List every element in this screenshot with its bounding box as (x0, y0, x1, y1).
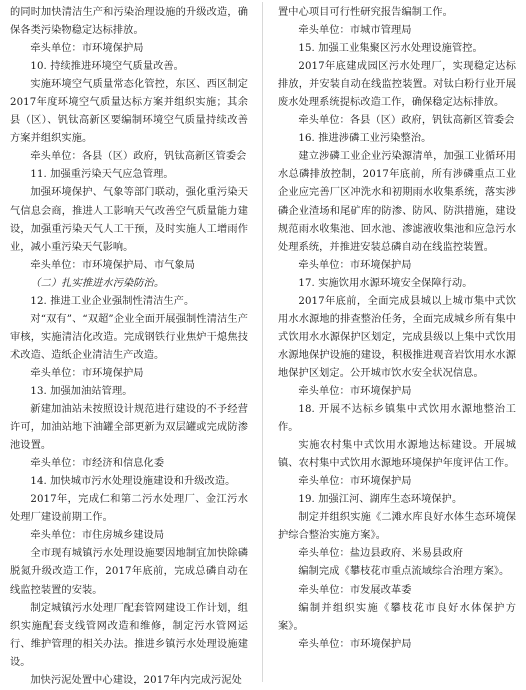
paragraph: 牵头单位：市环境保护局 (298, 259, 412, 271)
paragraph: 牵头单位：市发展改革委 (298, 584, 412, 596)
paragraph: 对“双有”、“双超”企业全面开展强制性清洁生产审核，实施清洁化改造。完成钢铁行业焦炉干熄焦技术改造、造纸企业清洁生产改造。 (10, 313, 248, 361)
paragraph: 牵头单位：市环境保护局 (298, 638, 412, 650)
paragraph: 编制完成《攀枝花市重点流域综合治理方案》。 (298, 566, 510, 578)
paragraph: 牵头单位：市城市管理局 (298, 25, 412, 37)
paragraph: 牵头单位：市环境保护局 (298, 476, 412, 488)
paragraph: 2017年底建成园区污水处理厂，实现稳定达标排放，并安装自动在线监控装置。对钛白粉行业开展废水处理系统提标改造工作，确保稳定达标排放。 (278, 61, 516, 109)
paragraph: 全市现有城镇污水处理设施要因地制宜加快除磷脱氮升级改造工作，2017年底前，完成总磷自动在线监控装置的安装。 (10, 548, 248, 596)
paragraph: 加快污泥处置中心建设，2017年内完成污泥处 (30, 674, 242, 686)
paragraph: 新建加油站未按照设计规范进行建设的不予经营许可，加油站地下油罐全部更新为双层罐或完成防渗池设置。 (10, 404, 248, 452)
paragraph: 牵头单位：各县（区）政府，钒钛高新区管委会 (298, 115, 515, 127)
paragraph: 15. 加强工业集聚区污水处理设施管控。 (298, 43, 483, 55)
column-divider (262, 2, 263, 682)
paragraph: 牵头单位：各县（区）政府，钒钛高新区管委会 (30, 151, 247, 163)
paragraph: 制定并组织实施《二滩水库良好水体生态环境保护综合整治实施方案》。 (278, 512, 516, 542)
paragraph: 17. 实施饮用水源环境安全保障行动。 (298, 277, 473, 289)
paragraph: （二）扎实推进水污染防治。 (30, 277, 165, 289)
paragraph: 建立涉磷工业企业污染源清单，加强工业循环用水总磷排放控制，2017年底前，所有涉磷重点工业企业应完善厂区冲洗水和初期雨水收集系统，落实涉磷企业渣场和尾矿库的防渗、防风、防洪措施，建设规范雨水收集池、回水池、渗滤液收集池和应急污水处理系统，并推进安装总磷自动在线监控装置。 (278, 151, 516, 253)
right-column (278, 4, 516, 654)
left-column (10, 4, 248, 690)
paragraph: 实施农村集中式饮用水源地达标建设。开展城镇、农村集中式饮用水源地环境保护年度评估工作。 (278, 440, 516, 470)
paragraph: 加强环境保护、气象等部门联动，强化重污染天气信息会商，推进人工影响天气改善空气质量能力建设，加强重污染天气人工干预，及时实施人工增雨作业，减小重污染天气影响。 (10, 187, 248, 253)
paragraph: 牵头单位：市经济和信息化委 (30, 458, 165, 470)
paragraph: 10. 持续推进环境空气质量改善。 (30, 61, 184, 73)
paragraph: 的同时加快清洁生产和污染治理设施的升级改造，确保各类污染物稳定达标排放。 (10, 7, 248, 37)
paragraph: 11. 加强重污染天气应急管理。 (30, 169, 174, 181)
paragraph: 12. 推进工业企业强制性清洁生产。 (30, 295, 195, 307)
paragraph: 实施环境空气质量常态化管控，东区、西区制定2017年度环境空气质量达标方案并组织实施；其余县（区）、钒钛高新区要编制环境空气质量持续改善方案并组织实施。 (10, 79, 248, 145)
paragraph: 编制并组织实施《攀枝花市良好水体保护方案》。 (278, 602, 516, 632)
paragraph: 置中心项目可行性研究报告编制工作。 (278, 7, 453, 18)
paragraph: 19. 加强江河、湖库生态环境保护。 (298, 494, 463, 506)
paragraph: 牵头单位：盐边县政府、米易县政府 (298, 548, 463, 560)
paragraph: 2017年底前，全面完成县城以上城市集中式饮用水水源地的排查整治任务，全面完成城乡所有集中式饮用水水源保护区划定，完成县级以上集中式饮用水源地保护设施的建设，积极推进观音岩饮用水水源地保护区划定。公开城市饮水安全状况信息。 (278, 295, 516, 379)
paragraph: 18. 开展不达标乡镇集中式饮用水源地整治工作。 (278, 404, 516, 434)
paragraph: 2017年，完成仁和第二污水处理厂、金江污水处理厂建设前期工作。 (10, 494, 248, 524)
paragraph: 牵头单位：市环境保护局 (30, 367, 144, 379)
paragraph: 牵头单位：市环境保护局 (298, 385, 412, 397)
paragraph: 牵头单位：市环境保护局、市气象局 (30, 259, 195, 271)
paragraph: 16. 推进涉磷工业污染整治。 (298, 133, 432, 145)
paragraph: 牵头单位：市住房城乡建设局 (30, 530, 165, 542)
paragraph: 14. 加快城市污水处理设施建设和升级改造。 (30, 476, 236, 488)
paragraph: 制定城镇污水处理厂配套管网建设工作计划，组织实施配套支线管网改造和维修，制定污水管网运行、维护管理的相关办法。推进乡镇污水处理设施建设。 (10, 602, 248, 668)
paragraph: 牵头单位：市环境保护局 (30, 43, 144, 55)
paragraph: 13. 加强加油站管理。 (30, 385, 133, 397)
